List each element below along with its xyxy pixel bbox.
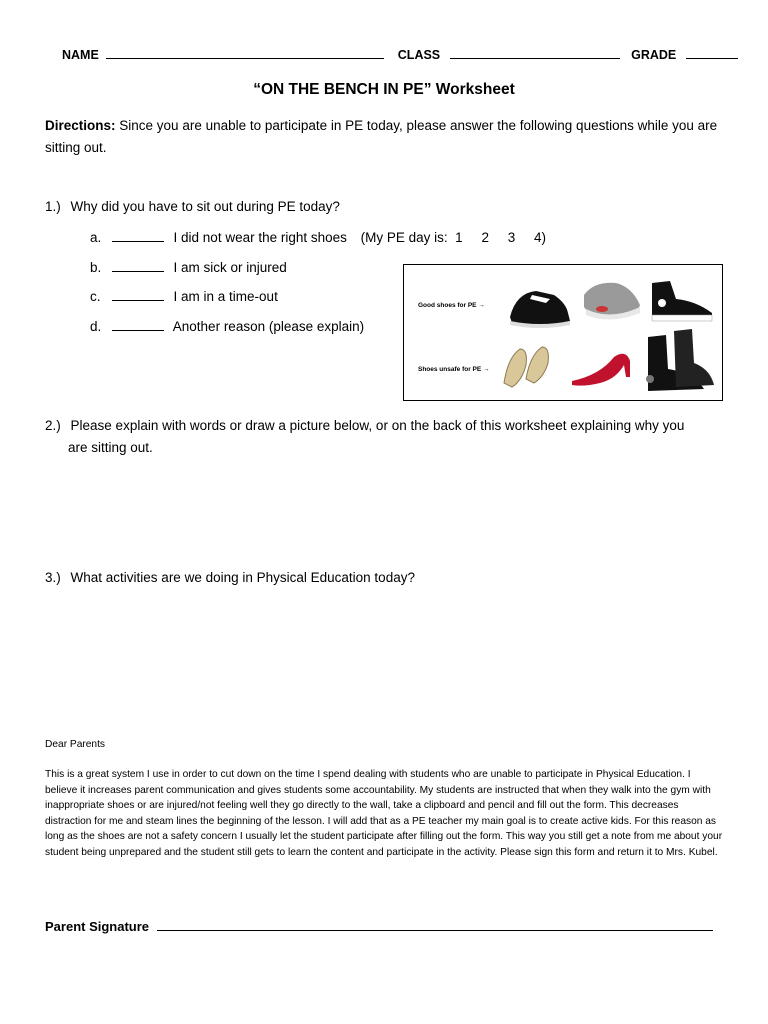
black-sneaker-icon xyxy=(510,291,570,328)
high-top-sneaker-icon xyxy=(652,281,712,321)
signature-blank[interactable] xyxy=(157,918,713,931)
grade-blank[interactable] xyxy=(686,46,738,59)
name-label: NAME xyxy=(62,48,99,62)
option-letter: b. xyxy=(90,260,102,275)
directions-text: Since you are unable to participate in PE today, please answer the following questions while you are sitting out. xyxy=(45,118,718,155)
name-blank[interactable] xyxy=(106,46,384,59)
option-letter: d. xyxy=(90,319,102,334)
q2-text: Please explain with words or draw a picture below, or on the back of this worksheet explaining why you xyxy=(70,418,685,433)
worksheet-title: “ON THE BENCH IN PE” Worksheet xyxy=(253,81,515,98)
red-high-heel-icon xyxy=(572,354,630,386)
question-3 xyxy=(45,570,415,585)
option-c-blank[interactable] xyxy=(112,288,164,301)
q1-option-b xyxy=(90,259,287,275)
q2-number: 2.) xyxy=(45,418,61,433)
option-text: Another reason (please explain) xyxy=(172,319,365,334)
option-a-blank[interactable] xyxy=(112,229,164,242)
question-2 xyxy=(45,418,684,433)
unsafe-shoes-label: Shoes unsafe for PE → xyxy=(418,366,490,373)
q1-option-a xyxy=(90,229,546,245)
q2-continuation: are sitting out. xyxy=(68,440,153,455)
option-letter: a. xyxy=(90,230,102,245)
q3-number: 3.) xyxy=(45,570,61,585)
grey-running-shoe-icon xyxy=(584,283,640,320)
q1-text: Why did you have to sit out during PE today? xyxy=(70,199,340,214)
flip-flops-icon xyxy=(504,347,548,387)
option-text: I am in a time-out xyxy=(173,289,278,304)
q1-option-c xyxy=(90,288,278,304)
q1-option-d xyxy=(90,318,364,334)
shoes-illustration xyxy=(404,265,722,400)
parent-signature xyxy=(45,918,713,934)
option-text: I am sick or injured xyxy=(173,260,287,275)
directions xyxy=(45,115,725,159)
signature-label: Parent Signature xyxy=(45,919,150,934)
grade-label: GRADE xyxy=(631,48,677,62)
option-text: I did not wear the right shoes xyxy=(173,230,347,245)
option-letter: c. xyxy=(90,289,101,304)
q3-text: What activities are we doing in Physical Education today? xyxy=(70,570,415,585)
class-label: CLASS xyxy=(397,48,441,62)
q1-number: 1.) xyxy=(45,199,61,214)
header-fields xyxy=(62,46,738,62)
option-b-blank[interactable] xyxy=(112,259,164,272)
class-blank[interactable] xyxy=(450,46,620,59)
directions-label: Directions: xyxy=(45,118,116,133)
pe-day-text: (My PE day is: 1 2 3 4) xyxy=(360,230,546,245)
shoes-image xyxy=(403,264,723,401)
option-d-blank[interactable] xyxy=(112,318,164,331)
question-1 xyxy=(45,199,340,214)
letter-salutation: Dear Parents xyxy=(45,739,106,750)
cowboy-boots-icon xyxy=(646,329,714,391)
letter-body: This is a great system I use in order to cut down on the time I spend dealing with students who are unable to participate in Physical Education. I believe it increases parent communication and gives students some accountability. My students are instructed that when they walk into the gym with inappropriate shoes or are injured/not feeling well they go directly to the wall, take a clipboard and pencil and fill out the form. This decreases distraction for me and steam lines the beginning of the lesson. I will add that as a PE teacher my main goal is to create active kids. For this reason as long as the shoes are not a safety concern I usually let the student participate after filling out the form. This way you still get a note from me about your student being unprepared and the student still gets to learn the content and participate in the activity. Please sign this form and return it to Mrs. Kubel. xyxy=(45,769,723,858)
good-shoes-label: Good shoes for PE → xyxy=(418,302,485,309)
